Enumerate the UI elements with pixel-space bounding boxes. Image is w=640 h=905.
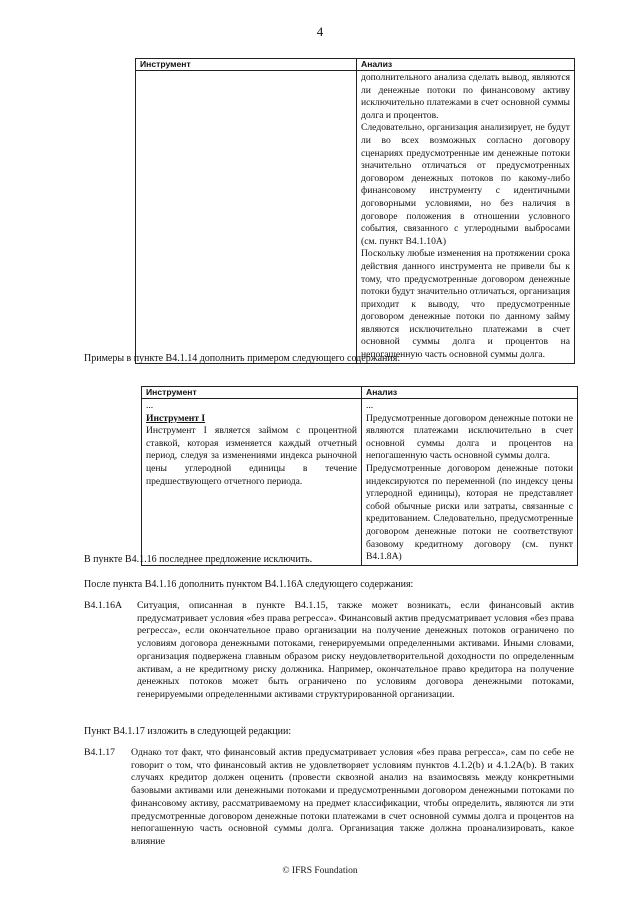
page-number: 4 <box>316 24 324 39</box>
paragraph-text: Ситуация, описанная в пункте B4.1.15, также может возникать, если финансовый актив предусматривает условия «без права регресса». Финансовый актив предусматривает условия «без права регресса», если окончательное право организации на получение денежных потоков ограничено по условиям договора денежными потоками, генерируемыми определенными активами. Иными словами, организация подвержена главным образом риску неудовлетворительной доходности по определенным активам, а не кредитному риску должника. Например, окончательное право кредитора на получение денежных потоков может быть ограничено по условиям договора денежными потоками, генерируемыми определенными активами структурированной организации. <box>137 600 574 700</box>
paragraph-b4116a <box>84 600 574 710</box>
instrument-i-table <box>141 386 578 566</box>
analysis-cell <box>357 71 575 364</box>
analysis-cell <box>362 399 578 566</box>
instrument-title: Инструмент I <box>146 412 206 424</box>
edit-paragraph: Пункт B4.1.17 изложить в следующей редакции: <box>84 726 292 737</box>
header-analysis: Анализ <box>362 387 578 399</box>
header-instrument: Инструмент <box>142 387 362 399</box>
analysis-paragraph: Поскольку любые изменения на протяжении срока действия данного инструмента не привели бы к тому, что предусмотренные договором денежные потоки будут значительно отличаться, организация приходит к выводу, что предусмотренные договором денежные потоки по данному займу являются исключительно платежами в счет основной суммы долга и процентов на непогашенную часть основной суммы долга. <box>361 248 570 361</box>
paragraph-text: Однако тот факт, что финансовый актив предусматривает условия «без права регресса», сам по себе не говорит о том, что финансовый актив не удовлетворяет условиям пунктов 4.1.2(b) и 4.1.2A(b). В таких случаях кредитор должен оценить (провести сквозной анализ на взаимосвязь между конкретными базовыми активами или денежными потоками и предусмотренными договором денежными потоками по финансовому активу, рассматриваемому на предмет классификации, чтобы определить, являются ли эти предусмотренные договором денежные потоки платежами в счет основной суммы долга и процентов на непогашенную часть основной суммы долга. Организация также должна проанализировать, какое влияние <box>131 747 574 847</box>
examples-paragraph: Примеры в пункте B4.1.14 дополнить примером следующего содержания: <box>84 353 401 364</box>
ellipsis: ... <box>146 400 154 411</box>
analysis-paragraph: Предусмотренные договором денежные потоки индексируются по переменной (по индексу цены углеродной единицы), которая не представляет собой обычные риски или затраты, связанные с кредитованием. Следовательно, предусмотренные договором денежные потоки не соответствуют базовому кредитному договору (см. пункт B4.1.8A) <box>366 462 573 563</box>
paragraph-number: B4.1.17 <box>84 747 116 758</box>
paragraph-number: B4.1.16A <box>84 600 123 611</box>
instrument-cell-empty <box>136 71 357 364</box>
header-analysis: Анализ <box>357 59 575 71</box>
instrument-cell <box>142 399 362 566</box>
ellipsis: ... <box>366 400 374 411</box>
instrument-description: Инструмент I является займом с процентной ставкой, которая изменяется каждый отчетный период, следуя за изменениями индекса рыночной цены углеродной единицы в течение предшествующего отчетного периода. <box>146 425 357 487</box>
add-paragraph: После пункта B4.1.16 дополнить пунктом B4.1.16A следующего содержания: <box>84 579 414 590</box>
exclude-paragraph: В пункте B4.1.16 последнее предложение исключить. <box>84 554 313 565</box>
header-instrument: Инструмент <box>136 59 357 71</box>
analysis-paragraph: Следовательно, организация анализирует, не будут ли во всех возможных согласно договору сценариях предусмотренные им денежные потоки значительно отличаться от предусмотренных договором денежных потоков по какому-либо финансовому инструменту с идентичными договорными условиями, но без наличия в договоре положения в отношении условного события, связанного с углеродными выбросами (см. пункт B4.1.10A) <box>361 122 570 247</box>
footer-copyright: © IFRS Foundation <box>282 866 358 876</box>
paragraph-b4117 <box>84 747 574 857</box>
analysis-paragraph: дополнительного анализа сделать вывод, являются ли денежные потоки по финансовому активу исключительно платежами в счет основной суммы долга и процентов. <box>361 72 570 121</box>
analysis-paragraph: Предусмотренные договором денежные потоки не являются платежами исключительно в счет основной суммы долга и процентов на непогашенную часть основной суммы долга. <box>366 412 573 462</box>
instrument-analysis-table-continued <box>135 58 575 364</box>
